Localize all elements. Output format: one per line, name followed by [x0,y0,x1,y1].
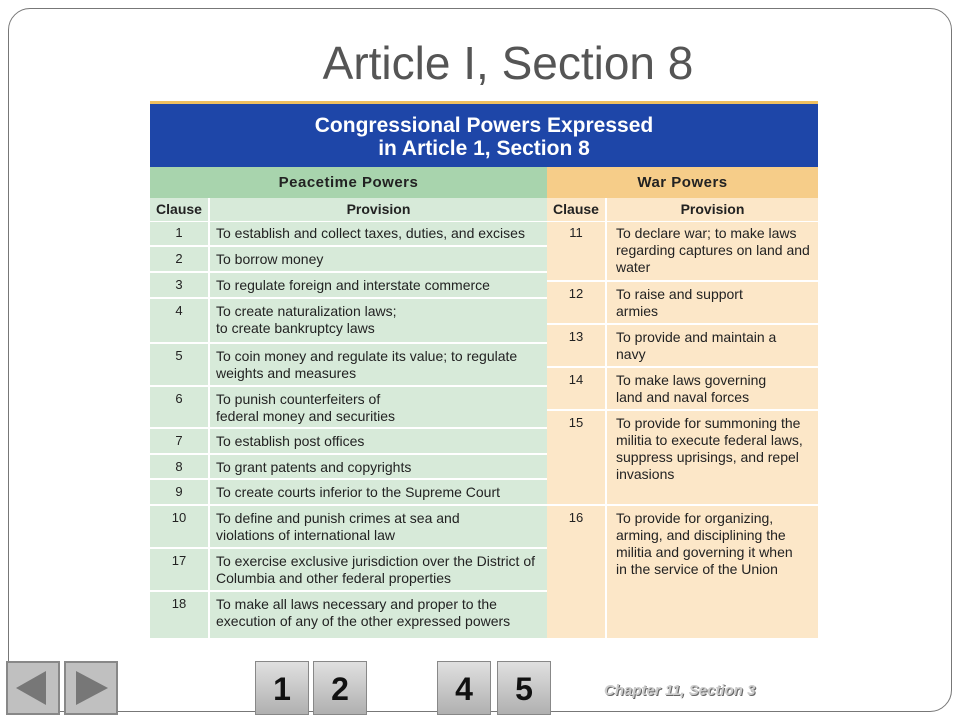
page-5-button[interactable]: 5 [497,661,551,715]
clause-number: 11 [569,225,583,240]
table-row [547,221,818,282]
peacetime-heading: Peacetime Powers [150,167,547,198]
table-row [150,299,547,344]
clause-number: 17 [171,553,187,568]
clause-number: 5 [175,348,183,363]
table-row [150,549,547,592]
table-row [150,273,547,299]
table-title-line2: in Article 1, Section 8 [378,137,590,160]
page-2-button[interactable]: 2 [313,661,367,715]
clause-number: 7 [175,433,183,448]
slide-title: Article I, Section 8 [322,37,694,89]
provision-text: To provide and maintain a navy [616,329,777,362]
provision-text: To grant patents and copyrights [216,459,412,475]
clause-number: 18 [171,596,187,611]
peacetime-clause-header: Clause [150,198,208,222]
clause-number: 13 [568,329,584,344]
table-row [547,411,818,506]
clause-number: 12 [568,286,584,301]
table-banner [150,101,818,167]
table-title-line1: Congressional Powers Expressed [314,114,654,137]
provision-text: To regulate foreign and interstate commerce [216,277,490,293]
war-provision-header: Provision [607,198,818,222]
table-row [150,387,547,429]
war-clause-header: Clause [547,198,605,222]
clause-number: 4 [175,303,183,318]
left-arrow-icon [8,663,58,713]
provision-text: To make laws governing land and naval forces [616,372,767,405]
clause-number: 6 [175,391,183,406]
next-slide-button[interactable] [64,661,118,715]
provision-text: To exercise exclusive jurisdiction over the District of Columbia and other federal properties [216,553,536,586]
clause-number: 15 [568,415,584,430]
peacetime-provision-header: Provision [210,198,547,222]
previous-slide-button[interactable] [6,661,60,715]
provision-text: To coin money and regulate its value; to regulate weights and measures [216,348,518,381]
table-row [547,506,818,638]
table-row [150,506,547,549]
table-row [150,344,547,387]
provision-text: To raise and support armies [616,286,743,319]
clause-number: 9 [175,484,183,499]
provision-text: To make all laws necessary and proper to the execution of any of the other expressed powers [216,596,511,629]
provision-text: To establish post offices [216,433,365,449]
clause-number: 1 [175,225,183,240]
table-row [150,480,547,506]
right-arrow-icon [66,663,116,713]
chapter-footer: Chapter 11, Section 3 [604,682,756,699]
provision-text: To provide for summoning the militia to execute federal laws, suppress uprisings, and repel invasions [616,415,803,482]
clause-number: 16 [568,510,584,525]
provision-text: To punish counterfeiters of federal money and securities [216,391,395,424]
table-row [547,325,818,368]
table-row [150,455,547,480]
provision-text: To create naturalization laws; to create bankruptcy laws [216,303,397,336]
peacetime-panel [150,167,547,638]
clause-number: 2 [175,251,183,266]
war-panel [547,167,818,638]
page-1-button[interactable]: 1 [255,661,309,715]
page-4-button[interactable]: 4 [437,661,491,715]
provision-text: To define and punish crimes at sea and violations of international law [216,510,460,543]
table-row [150,247,547,273]
clause-number: 10 [171,510,187,525]
war-heading: War Powers [547,167,818,198]
provision-text: To establish and collect taxes, duties, and excises [216,225,525,241]
provision-text: To provide for organizing, arming, and disciplining the militia and governing it when in the service of the Union [616,510,793,577]
clause-number: 3 [175,277,183,292]
provision-text: To create courts inferior to the Supreme Court [216,484,501,500]
table-row [547,282,818,325]
provision-text: To declare war; to make laws regarding captures on land and water [616,225,810,275]
table-row [150,592,547,638]
table-row [150,429,547,455]
table-row [547,368,818,411]
clause-number: 8 [175,459,183,474]
powers-table [150,101,818,638]
table-row [150,221,547,247]
provision-text: To borrow money [216,251,324,267]
clause-number: 14 [568,372,584,387]
